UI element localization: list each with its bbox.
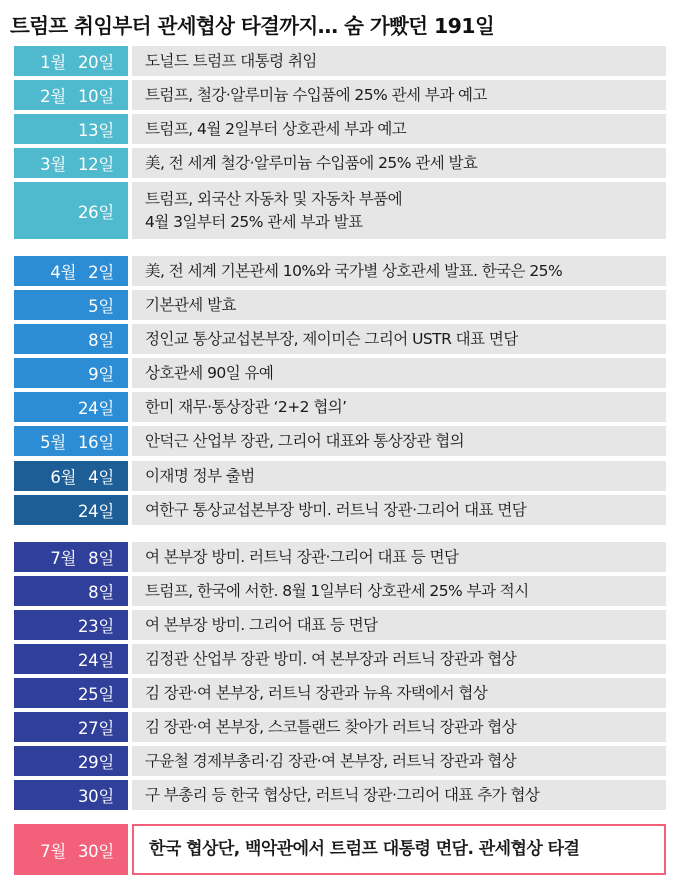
event-month: 1월 [40, 53, 66, 72]
event-description-line: 트럼프, 4월 2일부터 상호관세 부과 예고 [145, 119, 407, 138]
event-day: 8일 [88, 583, 114, 602]
event-date [14, 114, 128, 144]
timeline-row [14, 46, 666, 76]
timeline-row [14, 256, 666, 286]
event-date [14, 712, 128, 742]
event-day: 8일 [88, 549, 114, 568]
event-date [14, 644, 128, 674]
timeline-row [14, 746, 666, 776]
event-date [14, 746, 128, 776]
event-month: 3월 [40, 155, 66, 174]
event-description-line: 여한구 통상교섭본부장 방미. 러트닉 장관·그리어 대표 면담 [145, 500, 527, 519]
event-date [14, 542, 128, 572]
event-day: 25일 [77, 685, 114, 704]
event-description-line: 여 본부장 방미. 그리어 대표 등 면담 [145, 615, 378, 634]
event-day: 30일 [77, 841, 114, 861]
event-day: 27일 [77, 719, 114, 738]
page-title: 트럼프 취임부터 관세협상 타결까지… 숨 가빴던 191일 [10, 14, 495, 38]
event-month: 6월 [50, 468, 77, 487]
timeline-row [14, 148, 666, 178]
event-description-line: 구 부총리 등 한국 협상단, 러트닉 장관·그리어 대표 추가 협상 [145, 785, 540, 804]
event-month: 2월 [40, 87, 66, 106]
event-month: 4월 [50, 263, 77, 282]
event-date [14, 824, 128, 875]
timeline-row [14, 426, 666, 456]
event-description-line: 한국 협상단, 백악관에서 트럼프 대통령 면담. 관세협상 타결 [149, 839, 580, 859]
event-description-line: 트럼프, 외국산 자동차 및 자동차 부품에 [145, 189, 403, 208]
timeline-row [14, 114, 666, 144]
event-date [14, 495, 128, 525]
timeline-row [14, 576, 666, 606]
event-description-line: 4월 3일부터 25% 관세 부과 발표 [145, 212, 363, 231]
event-description [132, 746, 666, 776]
event-day: 30일 [77, 787, 114, 806]
event-day: 29일 [77, 753, 114, 772]
event-date [14, 358, 128, 388]
event-description-line: 김 장관·여 본부장, 스코틀랜드 찾아가 러트닉 장관과 협상 [145, 717, 517, 736]
event-day: 16일 [77, 433, 114, 452]
event-day: 10일 [77, 87, 114, 106]
event-description-line: 도널드 트럼프 대통령 취임 [145, 51, 317, 70]
event-date [14, 182, 128, 239]
event-day: 24일 [77, 399, 114, 418]
event-day: 26일 [77, 202, 114, 222]
event-date [14, 610, 128, 640]
event-day: 12일 [77, 155, 114, 174]
event-description [132, 290, 666, 320]
event-day: 5일 [88, 297, 114, 316]
event-date [14, 426, 128, 456]
event-description-line: 여 본부장 방미. 러트닉 장관·그리어 대표 등 면담 [145, 547, 459, 566]
event-day: 9일 [88, 365, 114, 384]
event-date [14, 678, 128, 708]
event-description [132, 542, 666, 572]
event-description-line: 기본관세 발효 [145, 295, 236, 314]
event-description-line: 트럼프, 철강·알루미늄 수입품에 25% 관세 부과 예고 [145, 85, 487, 104]
event-month: 7월 [40, 841, 66, 861]
timeline-row [14, 358, 666, 388]
event-day: 8일 [88, 331, 114, 350]
event-date [14, 80, 128, 110]
event-description-line: 美, 전 세계 철강·알루미늄 수입품에 25% 관세 발효 [145, 153, 478, 172]
event-description [132, 46, 666, 76]
event-description-line: 이재명 정부 출범 [145, 466, 255, 485]
event-description [132, 824, 666, 875]
event-day: 24일 [77, 502, 114, 521]
event-date [14, 46, 128, 76]
event-day: 23일 [77, 617, 114, 636]
timeline-row [14, 80, 666, 110]
event-description-line: 한미 재무·통상장관 ‘2+2 협의’ [145, 397, 347, 416]
event-description [132, 392, 666, 422]
event-description [132, 114, 666, 144]
event-description [132, 324, 666, 354]
event-description [132, 461, 666, 491]
timeline-row [14, 542, 666, 572]
timeline-row [14, 780, 666, 810]
event-day: 24일 [77, 651, 114, 670]
event-description [132, 495, 666, 525]
timeline-row [14, 678, 666, 708]
event-description-line: 김정관 산업부 장관 방미. 여 본부장과 러트닉 장관과 협상 [145, 649, 517, 668]
timeline-row [14, 495, 666, 525]
event-date [14, 324, 128, 354]
event-description-line: 김 장관·여 본부장, 러트닉 장관과 뉴욕 자택에서 협상 [145, 683, 488, 702]
event-description [132, 148, 666, 178]
event-description [132, 182, 666, 239]
event-date [14, 461, 128, 491]
timeline-row [14, 644, 666, 674]
event-description [132, 426, 666, 456]
event-date [14, 256, 128, 286]
event-description-line: 정인교 통상교섭본부장, 제이미슨 그리어 USTR 대표 면담 [145, 329, 518, 348]
event-date [14, 576, 128, 606]
final-event-row [14, 824, 666, 875]
event-day: 20일 [77, 53, 114, 72]
event-description [132, 780, 666, 810]
event-day: 4일 [88, 468, 114, 487]
event-date [14, 290, 128, 320]
event-description [132, 80, 666, 110]
event-description [132, 610, 666, 640]
timeline-row [14, 182, 666, 239]
event-description-line: 美, 전 세계 기본관세 10%와 국가별 상호관세 발표. 한국은 25% [145, 261, 563, 280]
timeline-row [14, 712, 666, 742]
event-day: 2일 [88, 263, 114, 282]
timeline-row [14, 461, 666, 491]
event-description-line: 안덕근 산업부 장관, 그리어 대표와 통상장관 협의 [145, 431, 465, 450]
event-description [132, 358, 666, 388]
timeline-row [14, 290, 666, 320]
event-date [14, 148, 128, 178]
event-description-line: 상호관세 90일 유예 [145, 363, 274, 382]
event-description [132, 678, 666, 708]
event-month: 5월 [40, 433, 66, 452]
event-description [132, 712, 666, 742]
event-month: 7월 [50, 549, 77, 568]
timeline-row [14, 610, 666, 640]
event-description [132, 256, 666, 286]
event-description-line: 구윤철 경제부총리·김 장관·여 본부장, 러트닉 장관과 협상 [145, 751, 517, 770]
event-date [14, 392, 128, 422]
event-description [132, 576, 666, 606]
event-date [14, 780, 128, 810]
timeline-row [14, 324, 666, 354]
event-description-line: 트럼프, 한국에 서한. 8월 1일부터 상호관세 25% 부과 적시 [145, 581, 529, 600]
event-day: 13일 [77, 121, 114, 140]
event-description [132, 644, 666, 674]
timeline-row [14, 392, 666, 422]
